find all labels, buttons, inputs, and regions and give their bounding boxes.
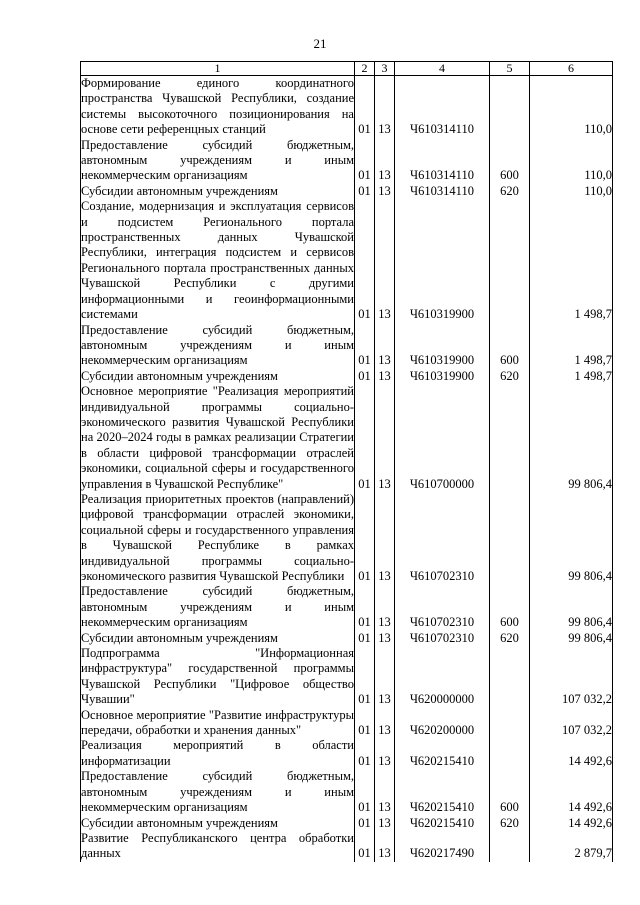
row-name: Субсидии автономным учреждениям (81, 631, 355, 646)
row-expense-type: 600 (490, 584, 530, 630)
row-subsection: 13 (375, 646, 395, 708)
header-col-1: 1 (81, 62, 355, 76)
table-row (81, 769, 613, 815)
row-amount: 1 498,7 (530, 323, 613, 369)
header-col-5: 5 (490, 62, 530, 76)
budget-table (80, 61, 613, 862)
row-section: 01 (355, 584, 375, 630)
table-row (81, 631, 613, 646)
table-body (81, 76, 613, 862)
row-expense-type: 620 (490, 816, 530, 831)
page-number: 21 (313, 36, 327, 51)
row-amount: 99 806,4 (530, 492, 613, 584)
header-col-2: 2 (355, 62, 375, 76)
row-name: Создание, модернизация и эксплуатация сервисов и подсистем Регионального портала пространственных данных Чувашской Республики, интеграция подсистем и сервисов Регионального портала пространственных данных Чувашской Республики с другими информационными и геоинформационными системами (81, 199, 354, 322)
row-target-code: Ч610319900 (395, 199, 490, 322)
row-name: Развитие Республиканского центра обработки данных (81, 830, 354, 861)
row-target-code: Ч610319900 (395, 323, 490, 369)
row-target-code: Ч610700000 (395, 384, 490, 492)
table-row (81, 323, 613, 369)
row-amount: 1 498,7 (530, 199, 613, 322)
row-expense-type (490, 831, 530, 862)
row-name: Субсидии автономным учреждениям (81, 816, 355, 831)
row-name: Предоставление субсидий бюджетным, автономным учреждениям и иным некоммерческим организациям (81, 322, 354, 368)
row-amount: 99 806,4 (530, 384, 613, 492)
row-section: 01 (355, 738, 375, 769)
row-section: 01 (355, 184, 375, 199)
table-row (81, 199, 613, 322)
row-target-code: Ч610702310 (395, 492, 490, 584)
row-target-code: Ч620215410 (395, 738, 490, 769)
row-amount: 14 492,6 (530, 816, 613, 831)
row-subsection: 13 (375, 631, 395, 646)
row-name: Субсидии автономным учреждениям (81, 369, 355, 384)
header-col-4: 4 (395, 62, 490, 76)
row-name: Предоставление субсидий бюджетным, автономным учреждениям и иным некоммерческим организациям (81, 769, 354, 815)
row-amount: 110,0 (530, 184, 613, 199)
row-expense-type (490, 76, 530, 138)
row-target-code: Ч620215410 (395, 816, 490, 831)
row-section: 01 (355, 769, 375, 815)
row-section: 01 (355, 708, 375, 739)
row-expense-type (490, 384, 530, 492)
row-section: 01 (355, 76, 375, 138)
row-amount: 99 806,4 (530, 631, 613, 646)
row-target-code: Ч610702310 (395, 631, 490, 646)
table-row (81, 369, 613, 384)
row-subsection: 13 (375, 816, 395, 831)
row-section: 01 (355, 646, 375, 708)
row-target-code: Ч610314110 (395, 138, 490, 184)
row-name: Реализация приоритетных проектов (направлений) цифровой трансформации отраслей экономики, социальной сферы и государственного управления в Чувашской Республике в рамках индивидуальной программы социально-экономического развития Чувашской Республики (81, 491, 354, 583)
row-expense-type: 600 (490, 138, 530, 184)
table-row (81, 492, 613, 584)
row-section: 01 (355, 323, 375, 369)
row-amount: 99 806,4 (530, 584, 613, 630)
row-subsection: 13 (375, 323, 395, 369)
row-subsection: 13 (375, 138, 395, 184)
row-subsection: 13 (375, 76, 395, 138)
table-row (81, 738, 613, 769)
row-subsection: 13 (375, 184, 395, 199)
row-name: Основное мероприятие "Реализация мероприятий индивидуальной программы социально-экономического развития Чувашской Республики на 2020–2024 годы в рамках реализации Стратегии в области цифровой трансформации отраслей экономики, социальной сферы и государственного управления в Чувашской Республике" (81, 384, 354, 491)
row-expense-type: 600 (490, 323, 530, 369)
row-target-code: Ч610319900 (395, 369, 490, 384)
row-target-code: Ч610314110 (395, 76, 490, 138)
table-row (81, 138, 613, 184)
table-row (81, 584, 613, 630)
table-row (81, 384, 613, 492)
row-subsection: 13 (375, 369, 395, 384)
row-amount: 14 492,6 (530, 769, 613, 815)
row-amount: 107 032,2 (530, 708, 613, 739)
row-name: Предоставление субсидий бюджетным, автономным учреждениям и иным некоммерческим организациям (81, 584, 354, 630)
row-amount: 1 498,7 (530, 369, 613, 384)
row-amount: 14 492,6 (530, 738, 613, 769)
table-row (81, 76, 613, 138)
row-subsection: 13 (375, 199, 395, 322)
row-amount: 107 032,2 (530, 646, 613, 708)
row-section: 01 (355, 831, 375, 862)
row-amount: 110,0 (530, 138, 613, 184)
row-target-code: Ч620215410 (395, 769, 490, 815)
row-expense-type: 620 (490, 184, 530, 199)
row-name: Предоставление субсидий бюджетным, автономным учреждениям и иным некоммерческим организациям (81, 137, 354, 183)
table-row (81, 831, 613, 862)
row-name: Подпрограмма "Информационная инфраструктура" государственной программы Чувашской Республики "Цифровое общество Чувашии" (81, 646, 354, 707)
row-name: Реализация мероприятий в области информатизации (81, 738, 354, 768)
row-section: 01 (355, 631, 375, 646)
row-expense-type (490, 199, 530, 322)
row-expense-type (490, 492, 530, 584)
row-amount: 110,0 (530, 76, 613, 138)
row-expense-type: 620 (490, 631, 530, 646)
header-row (81, 62, 613, 76)
table-row (81, 816, 613, 831)
row-target-code: Ч620000000 (395, 646, 490, 708)
row-expense-type (490, 646, 530, 708)
table-row (81, 184, 613, 199)
row-subsection: 13 (375, 384, 395, 492)
row-section: 01 (355, 384, 375, 492)
row-subsection: 13 (375, 708, 395, 739)
row-expense-type (490, 738, 530, 769)
row-subsection: 13 (375, 769, 395, 815)
row-target-code: Ч610702310 (395, 584, 490, 630)
row-subsection: 13 (375, 492, 395, 584)
row-section: 01 (355, 199, 375, 322)
row-name: Субсидии автономным учреждениям (81, 184, 355, 199)
row-expense-type (490, 708, 530, 739)
table-row (81, 708, 613, 739)
header-col-6: 6 (530, 62, 613, 76)
row-section: 01 (355, 369, 375, 384)
row-section: 01 (355, 138, 375, 184)
row-subsection: 13 (375, 584, 395, 630)
row-target-code: Ч610314110 (395, 184, 490, 199)
row-subsection: 13 (375, 831, 395, 862)
row-section: 01 (355, 816, 375, 831)
table-header (81, 62, 613, 76)
row-target-code: Ч620200000 (395, 708, 490, 739)
row-name: Основное мероприятие "Развитие инфраструктуры передачи, обработки и хранения данных" (81, 707, 354, 738)
row-subsection: 13 (375, 738, 395, 769)
row-amount: 2 879,7 (530, 831, 613, 862)
table-row (81, 646, 613, 708)
header-col-3: 3 (375, 62, 395, 76)
row-expense-type: 620 (490, 369, 530, 384)
row-expense-type: 600 (490, 769, 530, 815)
row-section: 01 (355, 492, 375, 584)
row-target-code: Ч620217490 (395, 831, 490, 862)
row-name: Формирование единого координатного пространства Чувашской Республики, создание системы высокоточного позиционирования на основе сети референцных станций (81, 76, 354, 137)
